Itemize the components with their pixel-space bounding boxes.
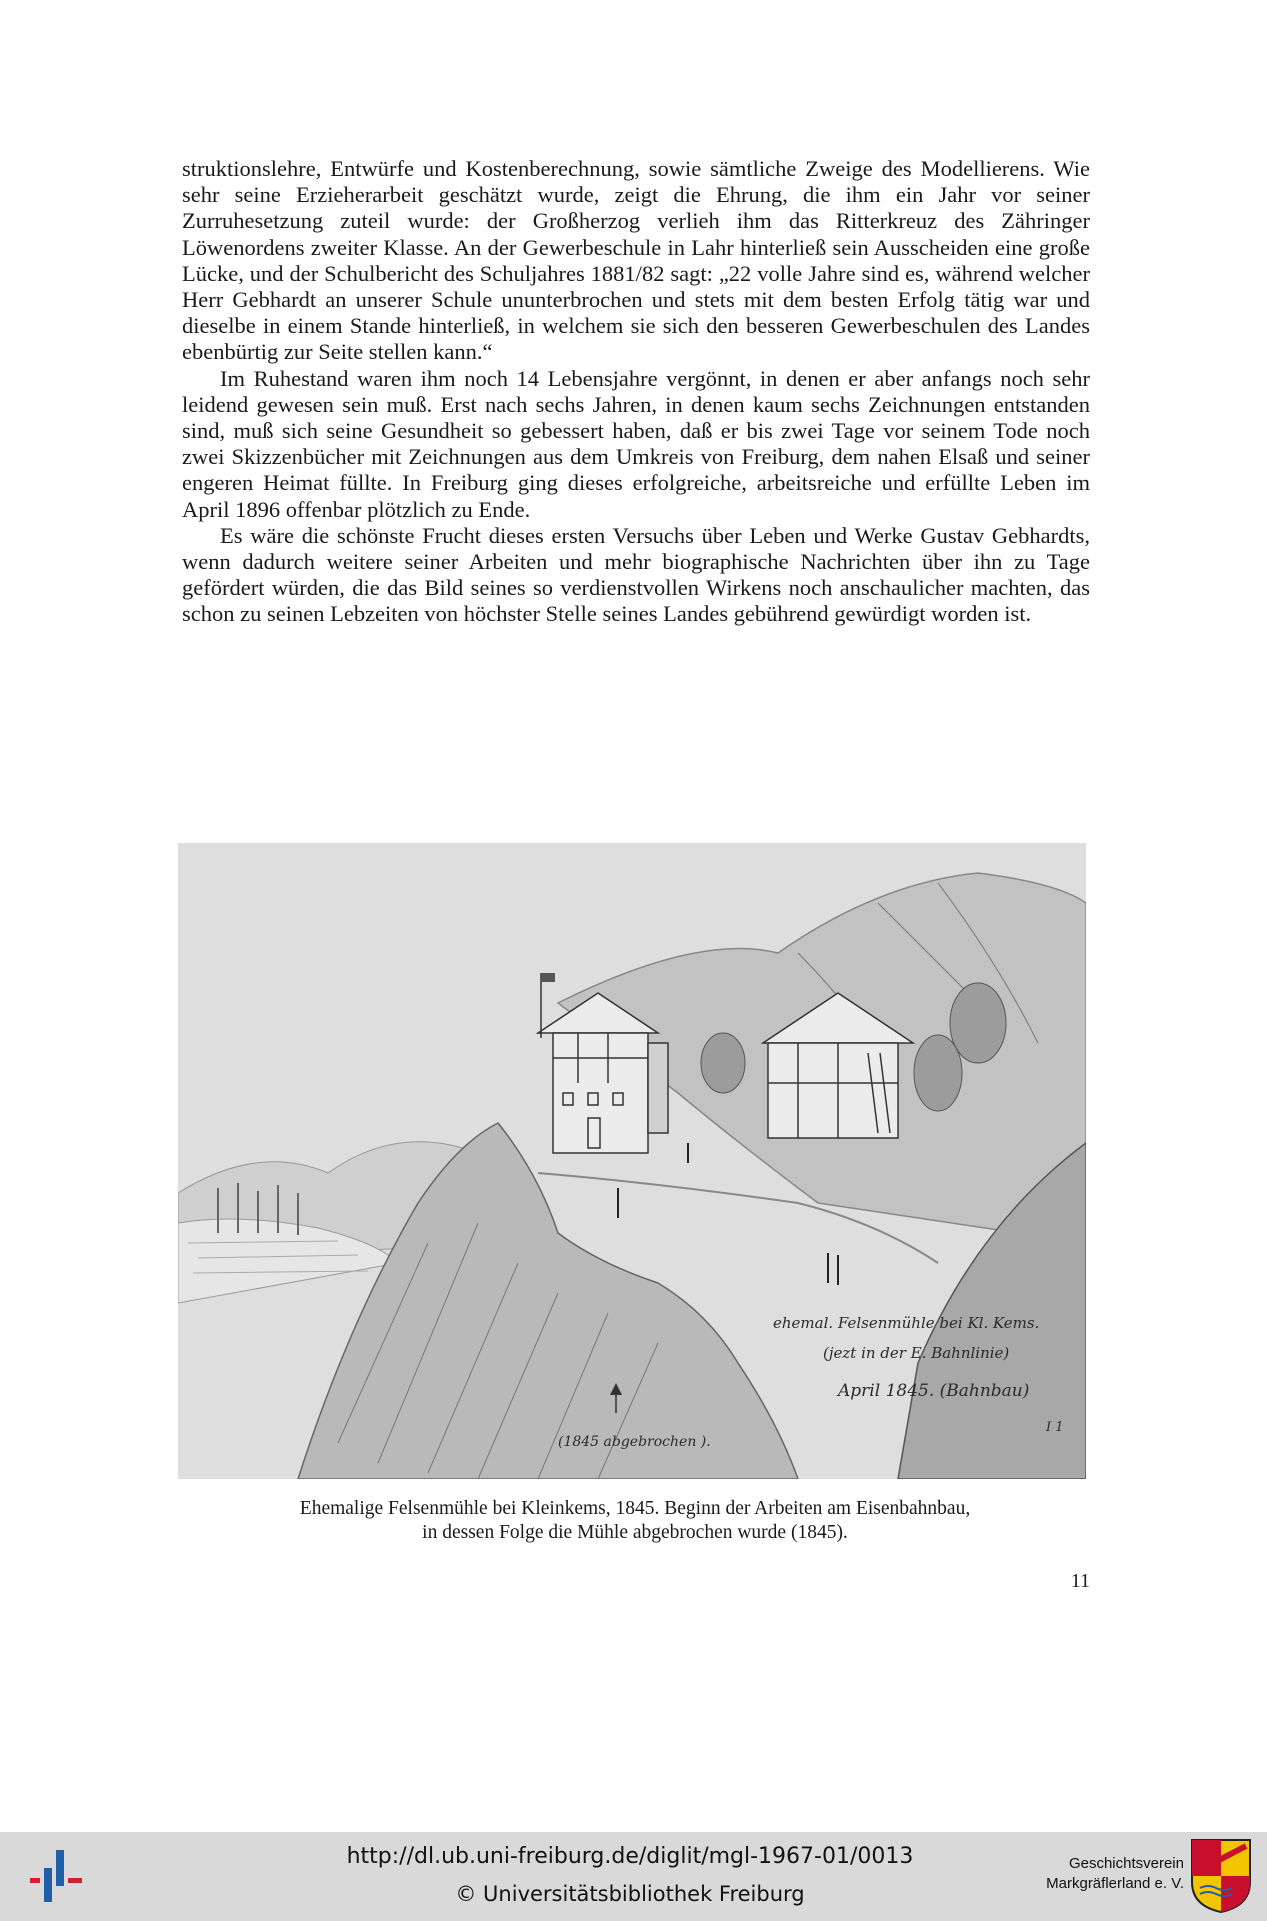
sketch-note-demolished: (1845 abgebrochen ). <box>558 1434 711 1450</box>
society-line-2: Markgräflerland e. V. <box>1046 1875 1184 1892</box>
sketch-note-title: ehemal. Felsenmühle bei Kl. Kems. <box>773 1314 1040 1332</box>
society-crest-icon <box>1190 1838 1252 1914</box>
footer-bar <box>0 1832 1267 1921</box>
caption-line-1: Ehemalige Felsenmühle bei Kleinkems, 1845. Beginn der Arbeiten am Eisenbahnbau, <box>299 1498 971 1519</box>
paragraph-3: Es wäre die schönste Frucht dieses ersten Versuchs über Leben und Werke Gustav Gebhardts, wenn dadurch weitere seiner Arbeiten und mehr biographische Nachrichten über ihn zu Tage gefördert würden, die das Bild seines so verdienstvollen Wirkens noch anschaulicher machten, das schon zu seinen Lebzeiten von höchster Stelle seines Landes gebührend gewürdigt worden ist. <box>182 522 1090 627</box>
caption-line-2: in dessen Folge die Mühle abgebrochen wurde (1845). <box>422 1522 848 1543</box>
society-line-1: Geschichtsverein <box>1068 1855 1184 1872</box>
sketch-note-number: I 1 <box>1046 1420 1064 1435</box>
figure-caption <box>150 1497 1120 1545</box>
pencil-sketch <box>178 843 1086 1479</box>
footer-copyright: © Universitätsbibliothek Freiburg <box>455 1882 805 1906</box>
paragraph-1: struktionslehre, Entwürfe und Kostenberechnung, sowie sämtliche Zweige des Modellierens. Wie sehr seine Erzieherarbeit geschätzt wurde, zeigt die Ehrung, die ihm ein Jahr vor seiner Zurruhesetzung zuteil wurde: der Großherzog verlieh ihm das Ritterkreuz des Zähringer Löwenordens zweiter Klasse. An der Gewerbeschule in Lahr hinterließ sein Ausscheiden eine große Lücke, und der Schulbericht des Schuljahres 1881/82 sagt: „22 volle Jahre sind es, während welcher Herr Gebhardt an unserer Schule ununterbrochen und stets mit dem besten Erfolg tätig war und dieselbe in einem Stande hinterließ, in welchem sie sich den besseren Gewerbeschulen des Landes ebenbürtig zur Seite stellen kann.“ <box>182 156 1090 365</box>
footer-society-name <box>1004 1854 1184 1894</box>
sketch-note-date: April 1845. (Bahnbau) <box>838 1381 1030 1401</box>
sketch-illustration <box>178 843 1086 1479</box>
sketch-note-railway: (jezt in der E. Bahnlinie) <box>823 1344 1010 1362</box>
footer-url-link[interactable]: http://dl.ub.uni-freiburg.de/diglit/mgl-1967-01/0013 <box>346 1844 914 1869</box>
page-number: 11 <box>1070 1570 1090 1592</box>
university-library-logo-icon <box>30 1848 84 1904</box>
paragraph-2: Im Ruhestand waren ihm noch 14 Lebensjahre vergönnt, in denen er aber anfangs noch sehr leidend gewesen sein muß. Erst nach sechs Jahren, in denen kaum sechs Zeichnungen entstanden sind, muß sich seine Gesundheit so gebessert haben, daß er bis zwei Tage vor seinem Tode noch zwei Skizzenbücher mit Zeichnungen aus dem Umkreis von Freiburg, dem nahen Elsaß und seiner engeren Heimat füllte. In Freiburg ging dieses erfolgreiche, arbeitsreiche und erfüllte Leben im April 1896 offenbar plötzlich zu Ende. <box>182 365 1090 522</box>
body-text <box>182 156 1090 628</box>
